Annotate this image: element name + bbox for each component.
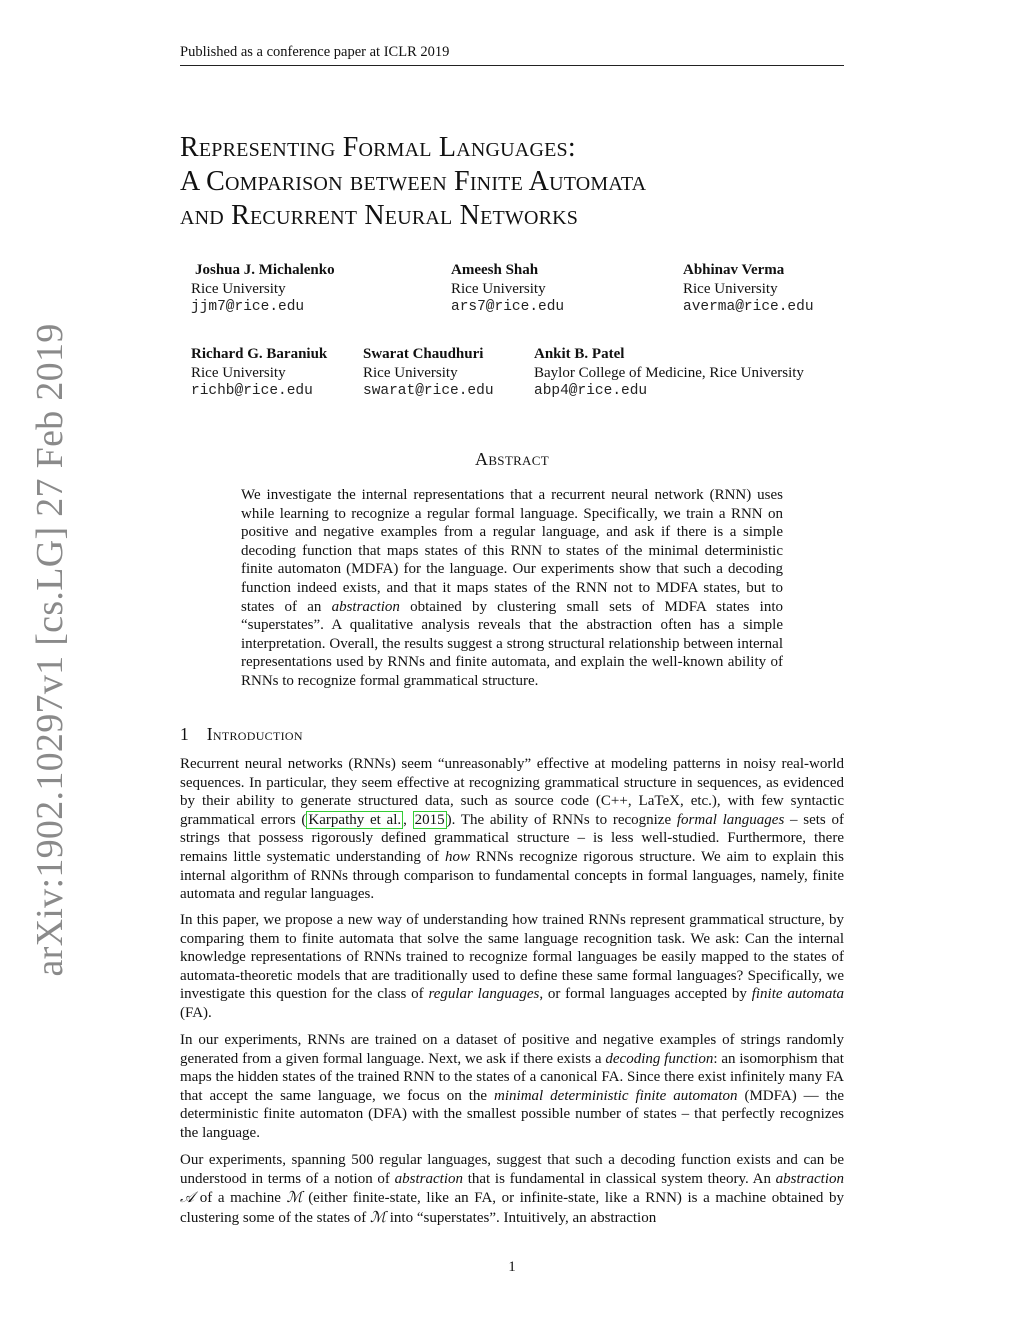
section-title: Introduction (206, 724, 303, 744)
author-email[interactable]: abp4@rice.edu (534, 383, 648, 399)
author-name: Abhinav Verma (683, 262, 785, 278)
paragraph: In our experiments, RNNs are trained on a dataset of positive and negative examples of strings randomly generated from a given formal language. Next, we ask if there exists a decoding function: an isomorphism that maps the hidden states of the trained RNN to the states of a canonical FA. Since there exist infinitely many FA that accept the same language, we focus on the minimal deterministic finite automaton (MDFA) — the deterministic finite automaton (DFA) with the smallest possible number of states – that perfectly recognizes the language. (180, 1032, 844, 1141)
author-block (191, 345, 327, 401)
author-email[interactable]: ars7@rice.edu (451, 299, 565, 315)
paper-title (180, 131, 844, 233)
author-affiliation: Rice University (451, 280, 546, 297)
header-rule (180, 65, 844, 66)
page-number: 1 (508, 1259, 516, 1275)
author-name: Ankit B. Patel (534, 346, 625, 362)
author-email[interactable]: swarat@rice.edu (363, 383, 494, 399)
author-name: Richard G. Baraniuk (191, 346, 328, 362)
author-affiliation: Rice University (191, 364, 286, 381)
math-symbol: 𝒜 (180, 1188, 195, 1207)
paragraph: Recurrent neural networks (RNNs) seem “unreasonably” effective at modeling patterns in noisy real-world sequences. In particular, they seem effective at recognizing grammatical structure in sequences, as evidenced by their ability to generate structured data, such as source code (C++, LaTeX, etc.), with few syntactic grammatical errors ( Karpathy et al. , 2015 ). The ability of RNNs to recognize formal languages – sets of strings that possess rigorously defined grammatical structure – is less well-studied. Furthermore, there remains little systematic understanding of how RNNs recognize rigorous structure. We aim to explain this internal algorithm of RNNs through comparison to fundamental concepts in formal languages, namely, finite automata and regular languages. (180, 756, 844, 903)
author-affiliation: Rice University (363, 364, 458, 381)
author-name: Swarat Chaudhuri (363, 346, 484, 362)
title-line-1: Representing Formal Languages: (180, 132, 576, 163)
math-symbol: ℳ (286, 1188, 303, 1207)
abstract-body: We investigate the internal representations that a recurrent neural network (RNN) uses while learning to recognize a regular formal language. Specifically, we train a RNN on positive and negative examples from a regular language, and ask if there is a simple decoding function that maps states of this RNN to states of the minimal deterministic finite automaton (MDFA) for the language. Our experiments show that such a decoding function indeed exists, and that it maps states of the RNN not to MDFA states, but to states of an abstraction obtained by clustering small sets of MDFA states into “superstates”. A qualitative analysis reveals that the abstraction often has a simple interpretation. Overall, the results suggest a strong structural relationship between internal representations used by RNNs and finite automata, and explain the well-known ability of RNNs to recognize formal grammatical structure. (241, 487, 783, 689)
title-line-2: A Comparison between Finite Automata (180, 166, 647, 197)
author-affiliation: Baylor College of Medicine, Rice University (534, 364, 804, 381)
author-affiliation: Rice University (191, 280, 286, 297)
author-block (191, 261, 335, 317)
author-affiliation: Rice University (683, 280, 778, 297)
author-block (683, 261, 814, 317)
section-number: 1 (180, 724, 189, 744)
title-line-3: and Recurrent Neural Networks (180, 200, 579, 231)
author-block (534, 345, 804, 401)
author-email[interactable]: jjm7@rice.edu (191, 299, 305, 315)
citation-year-link[interactable]: 2015 (414, 811, 445, 828)
math-symbol: ℳ (369, 1207, 387, 1226)
paragraph: In this paper, we propose a new way of understanding how trained RNNs represent grammatical structure, by comparing them to finite automata that solve the same language recognition task. We ask: Can the internal knowledge representations of RNNs trained to recognize formal languages be easily mapped to the states of automata-theoretic models that are traditionally used to define these same formal languages? Specifically, we investigate this question for the class of regular languages, or formal languages accepted by finite automata (FA). (180, 912, 844, 1021)
author-name: Joshua J. Michalenko (195, 262, 335, 278)
citation-link[interactable]: Karpathy et al. (308, 811, 402, 828)
author-block (363, 345, 494, 401)
arxiv-identifier-stamp: arXiv:1902.10297v1 [cs.LG] 27 Feb 2019 (29, 323, 71, 977)
emphasis: abstraction (331, 598, 400, 615)
author-email[interactable]: richb@rice.edu (191, 383, 313, 399)
author-email[interactable]: averma@rice.edu (683, 299, 814, 315)
abstract-heading: Abstract (475, 449, 549, 469)
author-name: Ameesh Shah (451, 262, 539, 278)
section-heading (180, 724, 303, 745)
paragraph: Our experiments, spanning 500 regular languages, suggest that such a decoding function exists and can be understood in terms of a notion of abstraction that is fundamental in classical system theory. An abstraction 𝒜 of a machine ℳ (either finite-state, like an FA, or infinite-state, like a RNN) is a machine obtained by clustering some of the states of ℳ into “superstates”. Intuitively, an abstraction (180, 1152, 844, 1226)
running-header: Published as a conference paper at ICLR 2019 (180, 44, 450, 60)
author-block (451, 261, 564, 317)
